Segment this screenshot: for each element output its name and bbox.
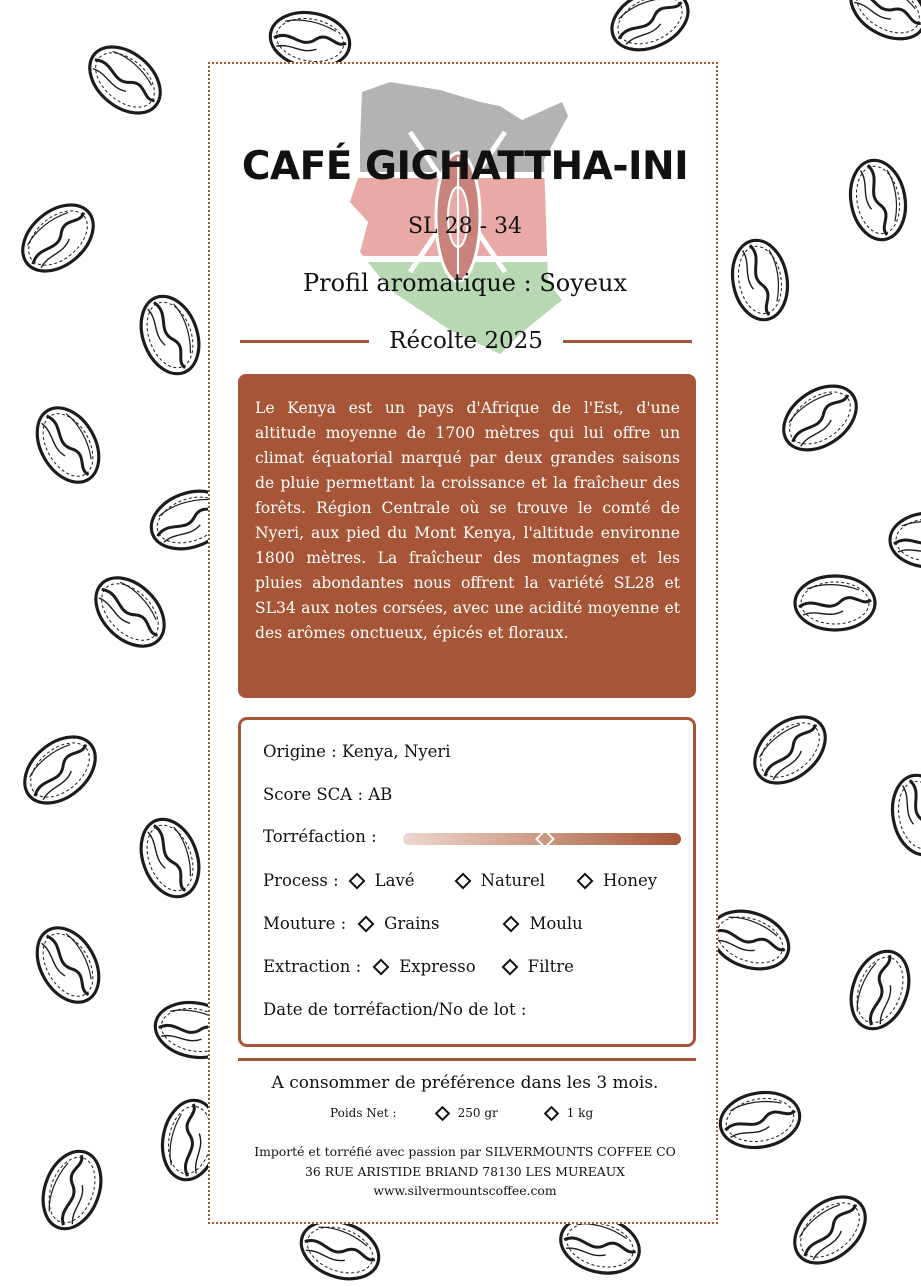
best-before-text: A consommer de préférence dans les 3 mois. (271, 1073, 659, 1093)
option-label: 1 kg (566, 1106, 594, 1120)
coffee-bean-icon (33, 1143, 111, 1237)
option-label: Lavé (374, 871, 415, 890)
coffee-bean-icon (841, 943, 919, 1037)
description-text: Le Kenya est un pays d'Afrique de l'Est, d'une altitude moyenne de 1700 mètres qui lui offre un climat équatorial marqué par deux grandes saisons de pluie permettant la croissance et la fraîcheur des forêts. Région Centrale où se trouve le comté de Nyeri, aux pied du Mont Kenya, l'altitude environne 1800 mètres. La fraîcheur des montagnes et les pluies abondantes nous offrent la variété SL28 et SL34 aux notes corsées, avec une acidité moyenne et des arômes onctueux, épicés et floraux. (255, 399, 680, 642)
harvest-row (240, 324, 692, 358)
diamond-checkbox-icon (454, 872, 471, 889)
address-text: 36 RUE ARISTIDE BRIAND 78130 LES MUREAUX (305, 1163, 625, 1179)
weight-label: Poids Net : (330, 1106, 397, 1120)
coffee-bean-icon (131, 288, 209, 382)
diamond-checkbox-icon (348, 872, 365, 889)
coffee-bean-icon (772, 373, 869, 463)
date-lot-text: Date de torréfaction/No de lot : (263, 1000, 527, 1019)
option-label: Filtre (527, 957, 574, 976)
grind-option-grains[interactable] (360, 914, 439, 933)
details-box (238, 717, 696, 1047)
option-label: Expresso (399, 957, 476, 976)
origin-text: Origine : Kenya, Nyeri (263, 742, 451, 761)
page-title: CAFÉ GICHATTHA-INI (241, 144, 689, 189)
coffee-bean-icon (886, 771, 921, 859)
process-label: Process : (263, 871, 339, 890)
coffee-bean-icon (131, 811, 209, 905)
roast-level-marker (535, 829, 555, 849)
coffee-bean-icon (12, 724, 108, 817)
option-label: Honey (603, 871, 658, 890)
coffee-bean-icon (840, 0, 921, 51)
extraction-row (263, 957, 574, 976)
variety-text: SL 28 - 34 (407, 214, 523, 239)
coffee-bean-icon (77, 34, 173, 127)
diamond-checkbox-icon (358, 915, 375, 932)
diamond-checkbox-icon (434, 1105, 450, 1121)
process-option-naturel[interactable] (457, 871, 545, 890)
coffee-bean-icon (844, 156, 911, 244)
process-option-honey[interactable] (579, 871, 657, 890)
grind-label: Mouture : (263, 914, 347, 933)
coffee-bean-icon (742, 704, 838, 797)
coffee-bean-icon (25, 917, 112, 1013)
roast-level-bar (403, 833, 681, 845)
coffee-bean-icon (716, 1086, 804, 1153)
coffee-bean-icon (795, 576, 875, 630)
coffee-bean-icon (726, 236, 793, 324)
aroma-profile-text: Profil aromatique : Soyeux (302, 269, 627, 297)
coffee-bean-icon (890, 513, 921, 567)
process-option-lave[interactable] (351, 871, 415, 890)
coffee-bean-icon (83, 565, 178, 660)
option-label: Moulu (529, 914, 583, 933)
divider-line (563, 340, 692, 343)
website-link[interactable]: www.silvermountscoffee.com (373, 1183, 557, 1198)
weight-option-250g[interactable] (437, 1106, 498, 1120)
process-row (263, 871, 657, 890)
weight-option-1kg[interactable] (546, 1106, 593, 1120)
coffee-bean-icon (10, 192, 106, 285)
score-text: Score SCA : AB (263, 785, 393, 804)
coffee-bean-icon (602, 0, 697, 61)
option-label: Grains (384, 914, 440, 933)
score-row (263, 785, 392, 804)
diamond-checkbox-icon (577, 872, 594, 889)
extraction-label: Extraction : (263, 957, 362, 976)
roast-row (263, 827, 377, 846)
option-label: Naturel (480, 871, 546, 890)
weight-row (330, 1106, 593, 1120)
option-label: 250 gr (457, 1106, 498, 1120)
origin-row (263, 742, 451, 761)
footer (210, 1142, 720, 1201)
roast-label: Torréfaction : (263, 827, 377, 846)
extraction-option-expresso[interactable] (375, 957, 475, 976)
diamond-checkbox-icon (501, 958, 518, 975)
diamond-checkbox-icon (543, 1105, 559, 1121)
coffee-bean-icon (782, 1184, 878, 1277)
grind-row (263, 914, 583, 933)
divider-line (240, 340, 369, 343)
coffee-label-card (208, 62, 718, 1224)
extraction-option-filtre[interactable] (504, 957, 574, 976)
harvest-text: Récolte 2025 (389, 328, 543, 354)
diamond-checkbox-icon (503, 915, 520, 932)
coffee-bean-icon (25, 397, 112, 493)
grind-option-moulu[interactable] (505, 914, 582, 933)
date-lot-row (263, 1000, 526, 1019)
separator-line (238, 1058, 696, 1061)
description-box (238, 374, 696, 698)
diamond-checkbox-icon (373, 958, 390, 975)
importer-text: Importé et torréfié avec passion par SILVERMOUNTS COFFEE CO (254, 1144, 676, 1159)
